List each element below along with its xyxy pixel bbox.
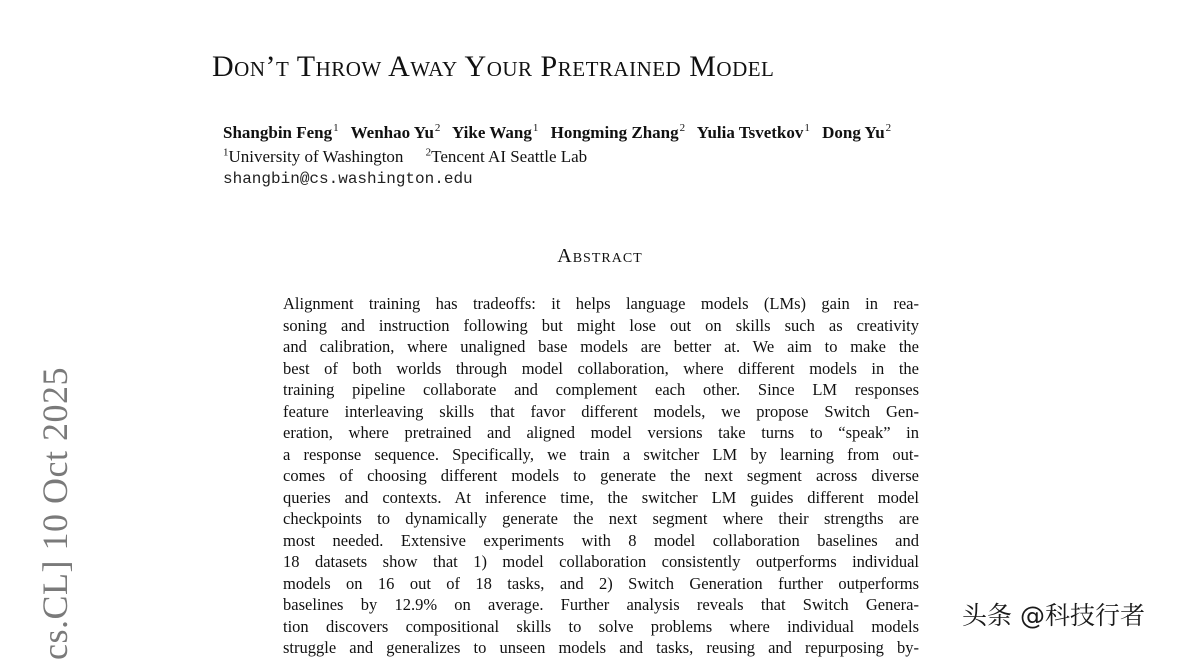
abstract-line: models on 16 out of 18 tasks, and 2) Switch Generation further outperforms — [283, 573, 919, 593]
contact-email: shangbin@cs.washington.edu — [223, 170, 473, 188]
affiliation-name: Tencent AI Seattle Lab — [431, 146, 588, 166]
author — [223, 123, 339, 142]
author-list — [223, 122, 1023, 143]
abstract-line: tion discovers compositional skills to solve problems where individual models — [283, 616, 919, 636]
arxiv-identifier-stamp: cs.CL] 10 Oct 2025 — [35, 367, 75, 660]
abstract-line: soning and instruction following but might lose out on skills such as creativity — [283, 315, 919, 335]
source-watermark: 头条 @科技行者 — [962, 601, 1145, 630]
abstract-line: Alignment training has tradeoffs: it helps language models (LMs) gain in rea- — [283, 294, 919, 313]
abstract-line: most needed. Extensive experiments with 8 model collaboration baselines and — [283, 530, 919, 550]
author-name: Shangbin Feng — [223, 122, 333, 142]
author — [452, 123, 538, 142]
abstract-body — [283, 293, 919, 657]
affiliation-list — [223, 146, 605, 167]
abstract-line: checkpoints to dynamically generate the next segment where their strengths are — [283, 509, 919, 528]
abstract-heading: Abstract — [557, 245, 643, 267]
abstract-line: struggle and generalizes to unseen models and tasks, reusing and repurposing by- — [283, 638, 919, 657]
affiliation-mark: 1 — [223, 146, 229, 158]
author — [822, 123, 891, 142]
abstract-line: comes of choosing different models to generate the next segment across diverse — [283, 466, 919, 485]
author-name: Dong Yu — [822, 122, 885, 142]
author-affiliation-mark: 2 — [679, 122, 686, 134]
affiliation-name: University of Washington — [228, 146, 404, 166]
abstract-line: 18 datasets show that 1) model collaboration consistently outperforms individual — [283, 552, 919, 571]
affiliation — [426, 147, 588, 166]
abstract-line: baselines by 12.9% on average. Further analysis reveals that Switch Genera- — [283, 595, 919, 614]
author-affiliation-mark: 2 — [434, 122, 441, 134]
author-affiliation-mark: 1 — [532, 122, 539, 134]
author-name: Wenhao Yu — [350, 122, 434, 142]
author-affiliation-mark: 2 — [885, 122, 892, 134]
author-name: Yike Wang — [452, 122, 532, 142]
author — [351, 123, 441, 142]
author-name: Yulia Tsvetkov — [696, 122, 804, 142]
affiliation-mark: 2 — [425, 146, 432, 158]
abstract-line: training pipeline collaborate and complement each other. Since LM responses — [283, 380, 919, 399]
abstract-line: best of both worlds through model collaboration, where different models in the — [283, 358, 919, 378]
abstract-line: and calibration, where unaligned base models are better at. We aim to make the — [283, 337, 919, 356]
paper-title: Don’t Throw Away Your Pretrained Model — [212, 50, 775, 83]
author-name: Hongming Zhang — [550, 122, 679, 142]
author-affiliation-mark: 1 — [333, 122, 339, 134]
abstract-line: eration, where pretrained and aligned model versions take turns to “speak” in — [283, 423, 919, 442]
author-affiliation-mark: 1 — [804, 122, 810, 134]
abstract-line: queries and contexts. At inference time, the switcher LM guides different model — [283, 487, 919, 507]
abstract-line: a response sequence. Specifically, we train a switcher LM by learning from out- — [283, 444, 919, 464]
affiliation — [223, 147, 403, 166]
author — [697, 123, 810, 142]
author — [551, 123, 686, 142]
abstract-line: feature interleaving skills that favor different models, we propose Switch Gen- — [283, 401, 919, 421]
